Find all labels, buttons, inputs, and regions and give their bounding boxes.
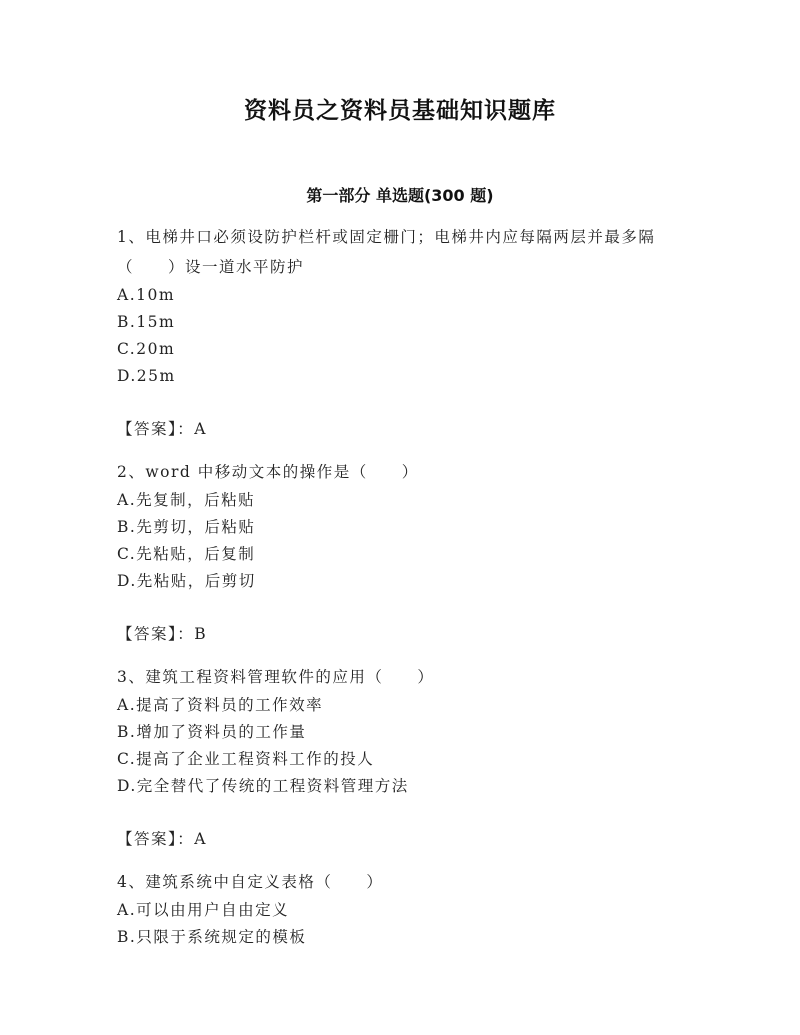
option-a: A.10m	[117, 286, 176, 304]
option-b: B.先剪切，后粘贴	[117, 518, 256, 536]
option-d: D.先粘贴，后剪切	[117, 572, 256, 590]
document-title: 资料员之资料员基础知识题库	[244, 98, 556, 124]
question-item	[117, 457, 687, 648]
option-b: B.只限于系统规定的模板	[117, 928, 307, 946]
option-c: C.20m	[117, 340, 176, 358]
option-a: A.提高了资料员的工作效率	[117, 696, 324, 714]
question-list	[117, 222, 687, 951]
question-stem: 1、电梯井口必须设防护栏杆或固定栅门；电梯井内应每隔两层并最多隔（ ）设一道水平防护	[117, 228, 656, 276]
question-item	[117, 222, 687, 443]
question-item	[117, 662, 687, 853]
question-stem: 3、建筑工程资料管理软件的应用（ ）	[117, 668, 435, 686]
option-d: D.完全替代了传统的工程资料管理方法	[117, 777, 409, 795]
option-a: A.先复制，后粘贴	[117, 491, 256, 509]
option-c: C.提高了企业工程资料工作的投人	[117, 750, 375, 768]
question-stem: 4、建筑系统中自定义表格（ ）	[117, 873, 384, 891]
question-stem: 2、word 中移动文本的操作是（ ）	[117, 463, 419, 481]
answer-label: 【答案】：A	[117, 420, 207, 438]
answer-label: 【答案】：B	[117, 625, 208, 643]
section-heading: 第一部分 单选题(300 题)	[306, 186, 494, 205]
answer-label: 【答案】：A	[117, 830, 207, 848]
question-item	[117, 867, 687, 951]
option-c: C.先粘贴，后复制	[117, 545, 256, 563]
option-d: D.25m	[117, 367, 176, 385]
option-b: B.15m	[117, 313, 176, 331]
option-b: B.增加了资料员的工作量	[117, 723, 307, 741]
option-a: A.可以由用户自由定义	[117, 901, 290, 919]
